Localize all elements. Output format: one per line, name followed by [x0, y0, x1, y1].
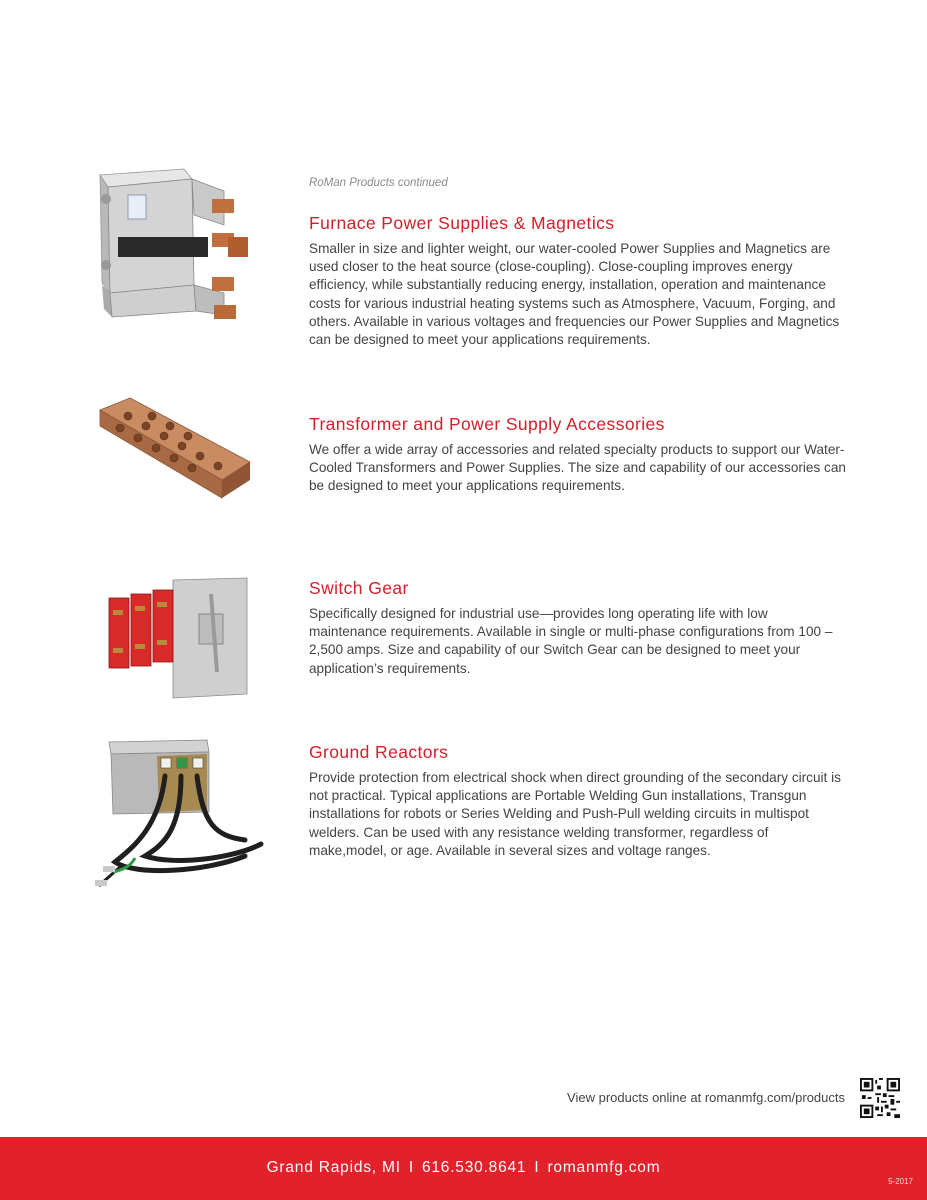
- section-title: Transformer and Power Supply Accessories: [309, 414, 665, 434]
- section-text: Smaller in size and lighter weight, our water-cooled Power Supplies and Magnetics are used closer to the heat source (close-coupling). Close-coupling improves energy efficiency, while substantially reducing energy, installation, operation and maintenance costs for various industrial heating systems such as Atmosphere, Vacuum, Forging, and others. Available in various voltages and frequencies our Power Supplies and Magnetics can be designed to meet your applications requirements.: [309, 241, 840, 348]
- section-text: We offer a wide array of accessories and related specialty products to support our Water-Cooled Transformers and Power Supplies. The size and capability of our accessories can be designed to meet your applications requirements.: [309, 442, 846, 494]
- section-furnace-power-supplies: [309, 213, 849, 349]
- continued-label: RoMan Products continued: [309, 177, 448, 189]
- section-switch-gear: [309, 578, 849, 678]
- section-title: Ground Reactors: [309, 742, 449, 762]
- view-products-online-link[interactable]: View products online at romanmfg.com/products: [567, 1090, 845, 1105]
- footer-website-link[interactable]: romanmfg.com: [547, 1159, 661, 1176]
- footer-separator: I: [408, 1159, 414, 1176]
- footer-separator: I: [534, 1159, 540, 1176]
- footer-date: 5-2017: [888, 1177, 913, 1186]
- footer-bar: [0, 1137, 927, 1200]
- footer-phone[interactable]: 616.530.8641: [421, 1159, 527, 1176]
- section-text: Specifically designed for industrial use—provides long operating life with low maintenance requirements. Available in single or multi-phase configurations from 100 – 2,500 amps. Size and capability of our Switch Gear can be designed to meet your application’s requirements.: [309, 606, 833, 676]
- section-text: Provide protection from electrical shock when direct grounding of the secondary circuit is not practical. Typical applications are Portable Welding Gun installations, Transgun installations for robots or Series Welding and Push-Pull welding circuits in multispot welders. Can be used with any resistance welding transformer, regardless of make,model, or age. Available in several sizes and voltage ranges.: [309, 770, 841, 858]
- footer-contact: [0, 1159, 927, 1177]
- section-title: Switch Gear: [309, 578, 409, 598]
- transformer-accessory-image: [90, 380, 260, 520]
- furnace-power-supply-image: [92, 165, 252, 345]
- section-title: Furnace Power Supplies & Magnetics: [309, 213, 615, 233]
- section-ground-reactors: [309, 742, 849, 860]
- qr-code-icon[interactable]: [860, 1078, 900, 1118]
- section-accessories: [309, 414, 849, 496]
- switch-gear-image: [105, 576, 250, 700]
- footer-city: Grand Rapids, MI: [266, 1159, 401, 1176]
- ground-reactor-image: [95, 736, 270, 896]
